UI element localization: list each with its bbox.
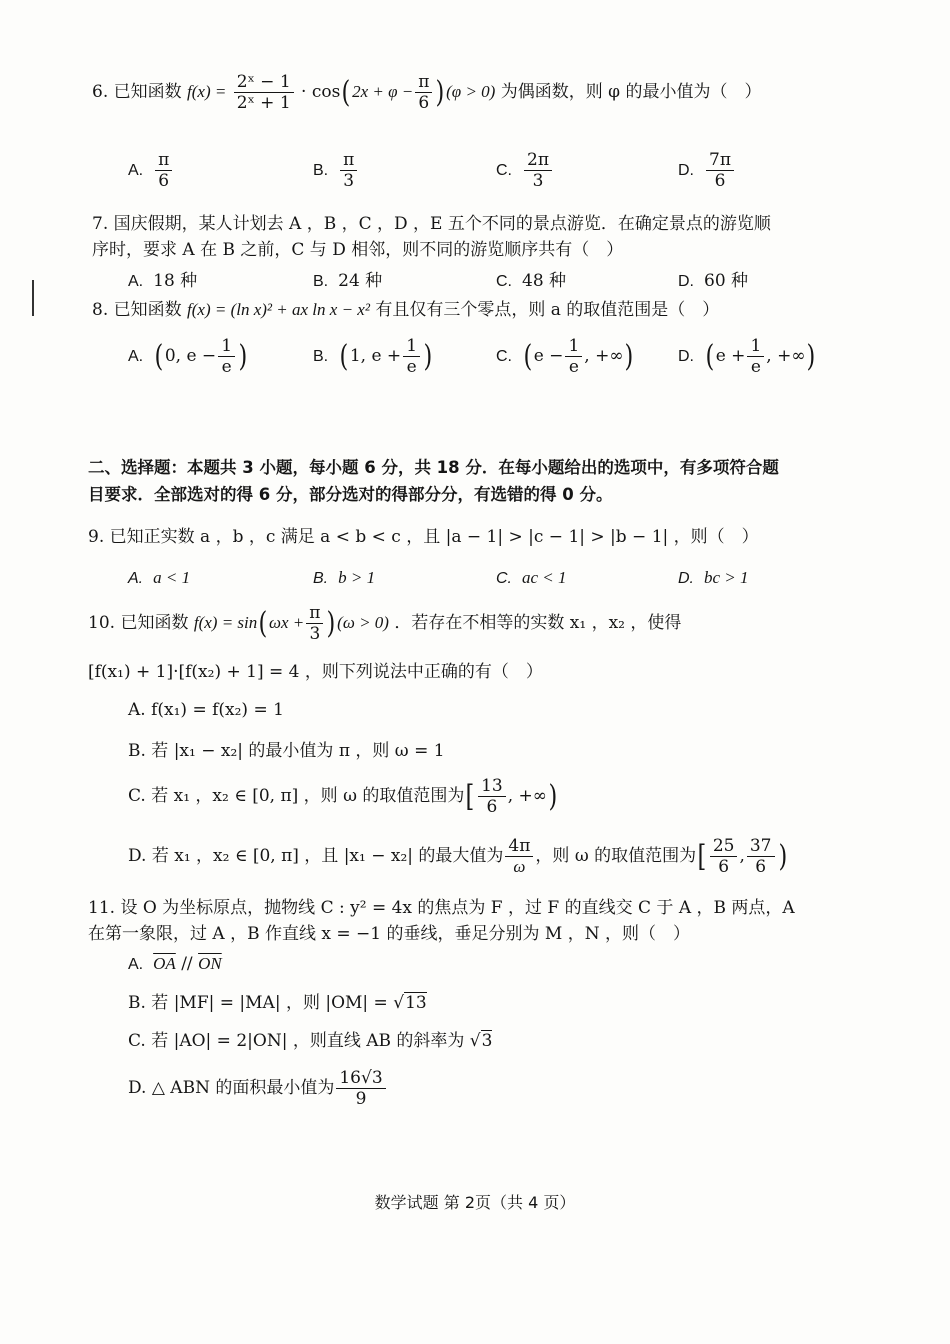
q7-option-a[interactable]: A. 18 种	[128, 271, 198, 291]
q6-option-b[interactable]: B. $\frac{\pi}{3}$	[313, 150, 359, 191]
q8-option-a[interactable]: A. (0, e − $\frac{1}{e}$ )	[128, 336, 248, 377]
q8-option-d[interactable]: D. (e + $\frac{1}{e}$ , +∞)	[678, 336, 816, 377]
page-footer: 数学试题 第 2页（共 4 页）	[374, 1193, 576, 1212]
q6-option-c[interactable]: C. $\frac{2\pi}{3}$	[496, 150, 554, 191]
q7-option-d[interactable]: D. 60 种	[678, 271, 749, 291]
question-10: 10. 已知函数 f(x) = sin(ωx + $\frac{\pi}{3}$ )(ω > 0) ．若存在不相等的实数 x₁ ，x₂ ，使得	[88, 603, 682, 644]
q9-option-b[interactable]: B. b > 1	[313, 568, 376, 587]
q6-option-d[interactable]: D. $\frac{7\pi}{6}$	[678, 150, 736, 191]
q9-option-d[interactable]: D. bc > 1	[678, 568, 749, 587]
section-2-heading-line-1: 二、选择题：本题共 3 小题，每小题 6 分，共 18 分．在每小题给出的选项中，有多项符合题	[88, 458, 779, 477]
question-6: 6. 已知函数 f(x) = $\frac{\text{2ˣ − 1}}{\text{2ˣ + 1}}$ · cos(2x + φ − $\frac{\pi}{6}$ )(φ > 0) 为偶函数，则 φ 的最小值为（ ）	[92, 72, 762, 113]
q11-option-c[interactable]: C. 若 |AO| = 2|ON| ，则直线 AB 的斜率为 √3	[128, 1031, 493, 1051]
q8-option-c[interactable]: C. (e − $\frac{1}{e}$ , +∞)	[496, 336, 634, 377]
q11-line-1: 11. 设 O 为坐标原点，抛物线 C : y² = 4x 的焦点为 F ，过 F 的直线交 C 于 A ，B 两点，A	[88, 898, 795, 918]
question-8: 8. 已知函数 f(x) = (ln x)² + ax ln x − x² 有且仅有三个零点，则 a 的取值范围是（ ）	[92, 300, 720, 320]
question-9: 9. 已知正实数 a ，b ，c 满足 a < b < c ，且 |a − 1| > |c − 1| > |b − 1| ，则（ ）	[88, 527, 759, 547]
q10-option-b[interactable]: B. 若 |x₁ − x₂| 的最小值为 π ，则 ω = 1	[128, 741, 445, 761]
q9-option-c[interactable]: C. ac < 1	[496, 568, 567, 587]
q8-option-b[interactable]: B. (1, e + $\frac{1}{e}$ )	[313, 336, 433, 377]
q11-option-a[interactable]: A. $\overline{OA} // \overline{ON}$	[128, 954, 222, 974]
q7-line-2: 序时，要求 A 在 B 之前，C 与 D 相邻，则不同的游览顺序共有（ ）	[92, 240, 624, 260]
q6-fraction: $\frac{\text{2ˣ − 1}}{\text{2ˣ + 1}}$	[234, 72, 294, 113]
q10-option-c[interactable]: C. 若 x₁ ，x₂ ∈ [0, π] ，则 ω 的取值范围为[ $\frac{13}{6}$ , +∞)	[128, 776, 558, 817]
q10-option-a[interactable]: A. f(x₁) = f(x₂) = 1	[128, 700, 284, 720]
q10-line-2: [f(x₁) + 1]·[f(x₂) + 1] = 4 ，则下列说法中正确的有（ ）	[88, 662, 543, 682]
q11-line-2: 在第一象限，过 A ，B 作直线 x = −1 的垂线，垂足分别为 M ，N ，则（ ）	[88, 924, 690, 944]
q7-option-b[interactable]: B. 24 种	[313, 271, 383, 291]
q11-option-d[interactable]: D. △ ABN 的面积最小值为 $\frac{16√3}{9}$	[128, 1068, 388, 1109]
q7-option-c[interactable]: C. 48 种	[496, 271, 567, 291]
q9-option-a[interactable]: A. a < 1	[128, 568, 191, 587]
q7-line-1: 7. 国庆假期，某人计划去 A ，B ，C ，D ，E 五个不同的景点游览．在确定景点的游览顺	[92, 214, 771, 234]
scan-mark	[32, 280, 34, 316]
section-2-heading-line-2: 目要求．全部选对的得 6 分，部分选对的得部分分，有选错的得 0 分。	[88, 485, 613, 504]
q6-option-a[interactable]: A. $\frac{\pi}{6}$	[128, 150, 174, 191]
q10-option-d[interactable]: D. 若 x₁ ，x₂ ∈ [0, π] ，且 |x₁ − x₂| 的最大值为 $\frac{4\pi}{\omega}$ ，则 ω 的取值范围为[ $\frac{25}{6}$ , $\frac{37}{6}$ )	[128, 836, 787, 877]
q11-option-b[interactable]: B. 若 |MF| = |MA| ，则 |OM| = √13	[128, 993, 427, 1013]
